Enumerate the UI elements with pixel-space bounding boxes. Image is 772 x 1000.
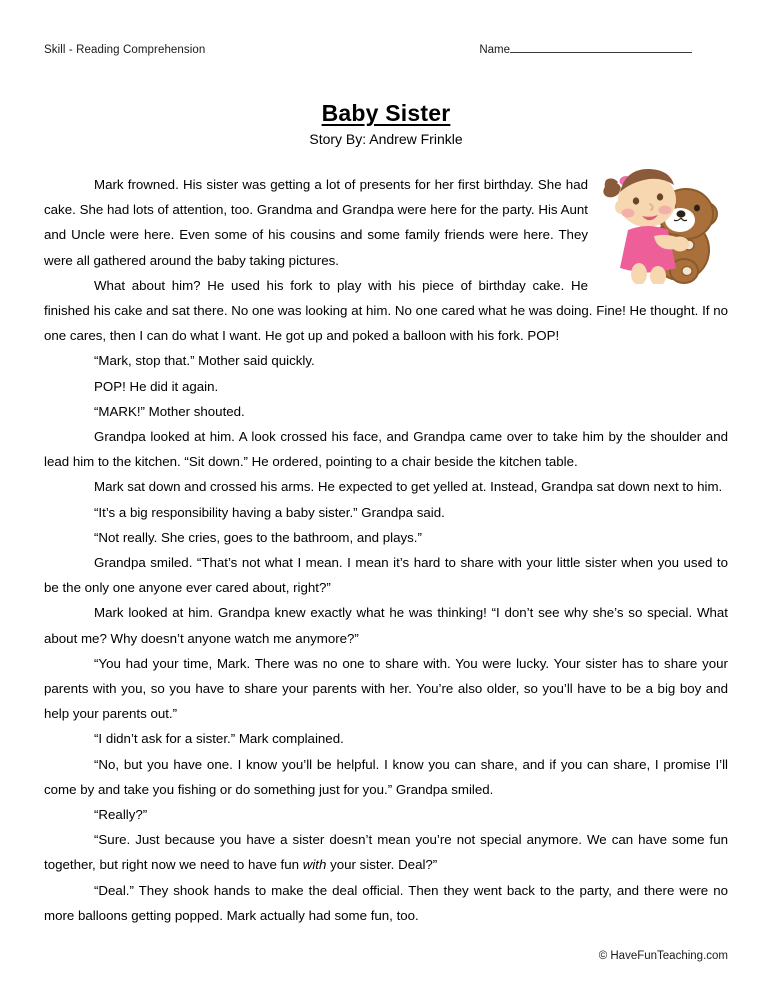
skill-label: Skill - Reading Comprehension [44, 44, 206, 56]
name-label: Name [479, 44, 510, 56]
story-paragraph: Mark looked at him. Grandpa knew exactly what he was thinking! “I don’t see why she’s so special. What about me? Why doesn’t anyone watch me anymore?” [44, 605, 728, 646]
page-title: Baby Sister [321, 100, 451, 126]
name-field-group [479, 44, 692, 56]
story-paragraph: Grandpa looked at him. A look crossed his face, and Grandpa came over to take him by the shoulder and lead him to the kitchen. “Sit down.” He ordered, pointing to a chair beside the kitchen table. [44, 429, 728, 470]
story-paragraph: Grandpa smiled. “That’s not what I mean. I mean it’s hard to share with your little sister when you used to be the only one anyone ever cared about, right?” [44, 555, 728, 596]
story-paragraph: “Mark, stop that.” Mother said quickly. [94, 353, 315, 369]
story-paragraph: “Not really. She cries, goes to the bathroom, and plays.” [94, 529, 422, 545]
story-paragraph: What about him? He used his fork to play with his piece of birthday cake. He finished his cake and sat there. No one was looking at him. No one cared what he was doing. Fine! He thought. If no one cares, then I can do what I want. He got up and poked a balloon with his fork. POP! [44, 277, 728, 344]
copyright-footer: © HaveFunTeaching.com [598, 950, 728, 962]
story-paragraph: “You had your time, Mark. There was no one to share with. You were lucky. Your sister has to share your parents with you, so you have to share your parents with her. You’re also older, so you’ll have to be a big boy and help your parents out.” [44, 655, 728, 722]
story-paragraph-with-emphasis [44, 827, 728, 877]
worksheet-header [44, 44, 728, 66]
story-paragraph: “Really?” [94, 807, 148, 823]
story-paragraph: “No, but you have one. I know you’ll be helpful. I know you can share, and if you can share, I promise I’ll come by and take you fishing or do something just for you.” Grandpa smiled. [44, 756, 728, 797]
story-paragraph: POP! He did it again. [94, 378, 219, 394]
paragraph-text-after-emphasis: your sister. Deal?” [326, 857, 438, 873]
story-body [44, 172, 728, 928]
story-paragraph: “I didn’t ask for a sister.” Mark complained. [94, 731, 344, 747]
story-paragraph: Mark sat down and crossed his arms. He expected to get yelled at. Instead, Grandpa sat down next to him. [94, 479, 723, 495]
paragraph-text-before-emphasis: “Sure. Just because you have a sister doesn’t mean you’re not special anymore. We can have some fun together, but right now we need to have fun [44, 832, 728, 873]
story-paragraph: “It’s a big responsibility having a baby sister.” Grandpa said. [94, 504, 445, 520]
title-block [0, 100, 772, 148]
story-byline: Story By: Andrew Frinkle [309, 131, 463, 148]
story-paragraph: Mark frowned. His sister was getting a lot of presents for her first birthday. She had cake. She had lots of attention, too. Grandma and Grandpa were here for the party. His Aunt and Uncle were here. Even some of his cousins and some family friends were here. They were all gathered around the baby taking pictures. [44, 177, 588, 268]
story-paragraph-final: “Deal.” They shook hands to make the deal official. Then they went back to the party, and there were no more balloons getting popped. Mark actually had some fun, too. [44, 882, 728, 923]
illustration-text-wrap-spacer [588, 172, 728, 284]
name-write-in-line[interactable] [510, 51, 692, 53]
story-paragraph: “MARK!” Mother shouted. [94, 403, 245, 419]
emphasized-word: with [302, 857, 327, 873]
